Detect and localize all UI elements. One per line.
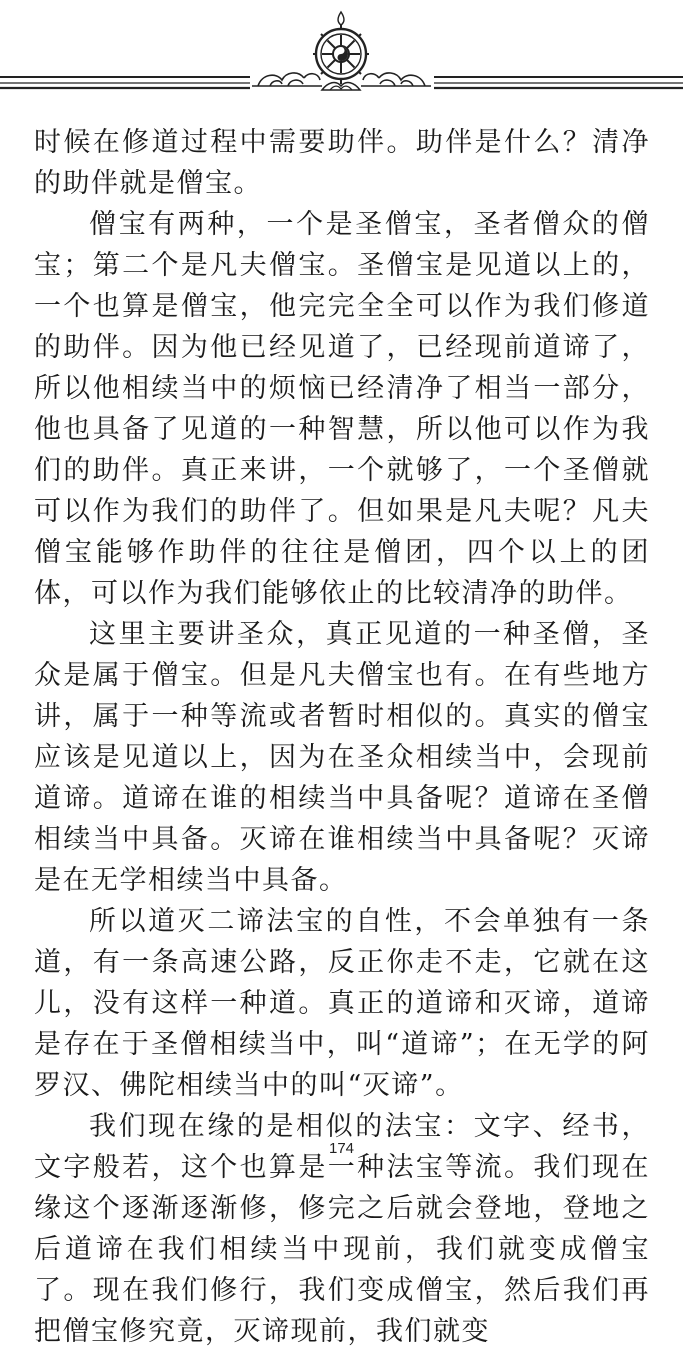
paragraph-2: 僧宝有两种，一个是圣僧宝，圣者僧众的僧宝；第二个是凡夫僧宝。圣僧宝是见道以上的，一个也算是僧宝，他完完全全可以作为我们修道的助伴。因为他已经见道了，已经现前道谛了，所以他相续当中的烦恼已经清净了相当一部分，他也具备了见道的一种智慧，所以他可以作为我们的助伴。真正来讲，一个就够了，一个圣僧就可以作为我们的助伴了。但如果是凡夫呢？凡夫僧宝能够作助伴的往往是僧团，四个以上的团体，可以作为我们能够依止的比较清净的助伴。 xyxy=(34,209,650,609)
header-ornament xyxy=(0,0,683,110)
paragraph-1: 时候在修道过程中需要助伴。助伴是什么？清净的助伴就是僧宝。 xyxy=(34,127,650,199)
paragraph-3: 这里主要讲圣众，真正见道的一种圣僧，圣众是属于僧宝。但是凡夫僧宝也有。在有些地方讲，属于一种等流或者暂时相似的。真实的僧宝应该是见道以上，因为在圣众相续当中，会现前道谛。道谛在谁的相续当中具备呢？道谛在圣僧相续当中具备。灭谛在谁相续当中具备呢？灭谛是在无学相续当中具备。 xyxy=(34,619,650,896)
body-text xyxy=(34,122,650,1352)
paragraph-5: 我们现在缘的是相似的法宝：文字、经书，文字般若，这个也算是一种法宝等流。我们现在缘这个逐渐逐渐修，修完之后就会登地，登地之后道谛在我们相续当中现前，我们就变成僧宝了。现在我们修行，我们变成僧宝，然后我们再把僧宝修究竟，灭谛现前，我们就变 xyxy=(34,1111,650,1347)
page-number: 174 xyxy=(328,1140,355,1157)
page-header xyxy=(0,0,683,110)
paragraph-4: 所以道灭二谛法宝的自性，不会单独有一条道，有一条高速公路，反正你走不走，它就在这儿，没有这样一种道。真正的道谛和灭谛，道谛是存在于圣僧相续当中，叫“道谛”；在无学的阿罗汉、佛陀相续当中的叫“灭谛”。 xyxy=(34,906,650,1101)
